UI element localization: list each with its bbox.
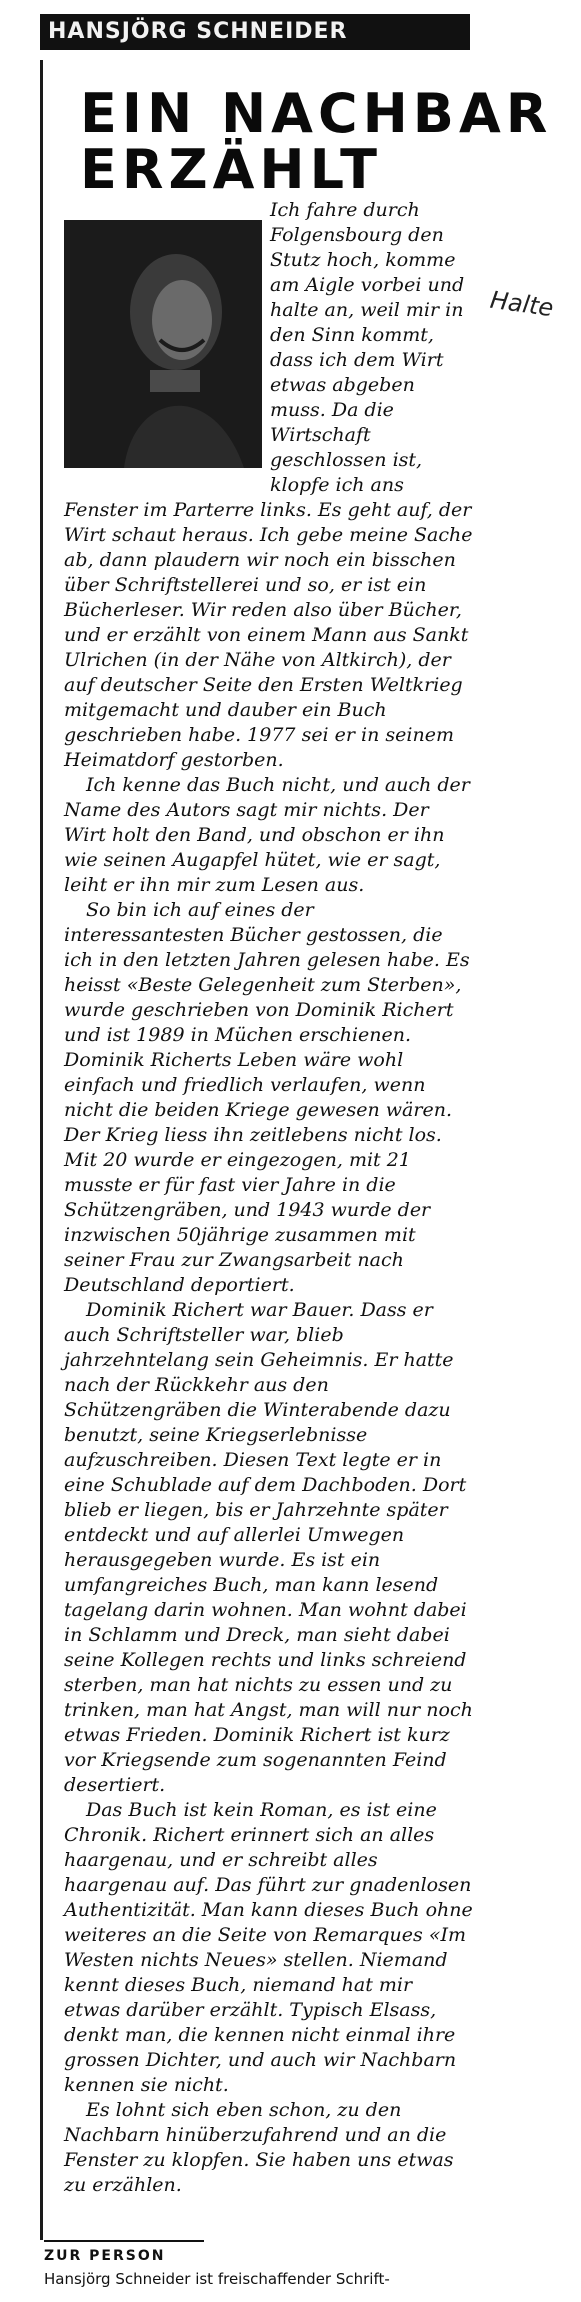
handwritten-margin-note: Halte <box>488 285 556 323</box>
author-info-label: ZUR PERSON <box>44 2240 204 2264</box>
author-info-text: Hansjörg Schneider ist freischaffender Schrift- <box>44 2270 390 2288</box>
author-info <box>44 2240 554 2288</box>
author-name-bar: HANSJÖRG SCHNEIDER <box>40 14 470 50</box>
paragraph-2: Ich kenne das Buch nicht, und auch der Name des Autors sagt mir nichts. Der Wirt holt den Band, und obschon er ihn wie seinen Augapfel hütet, wie er sagt, leiht er ihn mir zum Lesen aus. <box>64 774 470 896</box>
portrait-spacer <box>64 198 270 488</box>
paragraph-1: Ich fahre durch Folgensbourg den Stutz hoch, komme am Aigle vorbei und halte an, weil mir in den Sinn kommt, dass ich dem Wirt etwas abgeben muss. Da die Wirtschaft geschlossen ist, klopfe ich ans Fenster im Parterre links. Es geht auf, der Wirt schaut heraus. Ich gebe meine Sache ab, dann plaudern wir noch ein bisschen über Schriftstellerei und so, er ist ein Bücherleser. Wir reden also über Bücher, und er erzählt von einem Mann aus Sankt Ulrichen (in der Nähe von Altkirch), der auf deutscher Seite den Ersten Weltkrieg mitgemacht und dauber ein Buch geschrieben habe. 1977 sei er in seinem Heimatdorf gestorben. <box>64 199 473 771</box>
article-body <box>64 198 474 2198</box>
headline <box>80 82 553 201</box>
column-rule <box>40 60 43 2240</box>
paragraph-3: So bin ich auf eines der interessantesten Bücher gestossen, die ich in den letzten Jahren gelesen habe. Es heisst «Beste Gelegenheit zum Sterben», wurde geschrieben von Dominik Richert und ist 1989 in Müchen erschienen. Dominik Richerts Leben wäre wohl einfach und friedlich verlaufen, wenn nicht die beiden Kriege gewesen wären. Der Krieg liess ihn zeitlebens nicht los. Mit 20 wurde er eingezogen, mit 21 musste er für fast vier Jahre in die Schützengräben, und 1943 wurde der inzwischen 50jährige zusammen mit seiner Frau zur Zwangsarbeit nach Deutschland deportiert. <box>64 899 470 1296</box>
headline-line-1: EIN NACHBAR <box>80 82 553 145</box>
headline-line-2: ERZÄHLT <box>80 138 382 201</box>
paragraph-4: Dominik Richert war Bauer. Dass er auch Schriftsteller war, blieb jahrzehntelang sein Geheimnis. Er hatte nach der Rückkehr aus den Schützengräben die Winterabende dazu benutzt, seine Kriegserlebnisse aufzuschreiben. Diesen Text legte er in eine Schublade auf dem Dachboden. Dort blieb er liegen, bis er Jahrzehnte später entdeckt und auf allerlei Umwegen herausgegeben wurde. Es ist ein umfangreiches Buch, man kann lesend tagelang darin wohnen. Man wohnt dabei in Schlamm und Dreck, man sieht dabei seine Kollegen rechts und links schreiend sterben, man hat nichts zu essen und zu trinken, man hat Angst, man will nur noch etwas Frieden. Dominik Richert ist kurz vor Kriegsende zum sogenannten Feind desertiert. <box>64 1299 473 1796</box>
paragraph-5: Das Buch ist kein Roman, es ist eine Chronik. Richert erinnert sich an alles haargenau, und er schreibt alles haargenau auf. Das führt zur gnadenlosen Authentizität. Man kann dieses Buch ohne weiteres an die Seite von Remarques «Im Westen nichts Neues» stellen. Niemand kennt dieses Buch, niemand hat mir etwas darüber erzählt. Typisch Elsass, denkt man, die kennen nicht einmal ihre grossen Dichter, und auch wir Nachbarn kennen sie nicht. <box>64 1799 473 2096</box>
paragraph-6: Es lohnt sich eben schon, zu den Nachbarn hinüberzufahrend und an die Fenster zu klopfen. Sie haben uns etwas zu erzählen. <box>64 2099 454 2196</box>
